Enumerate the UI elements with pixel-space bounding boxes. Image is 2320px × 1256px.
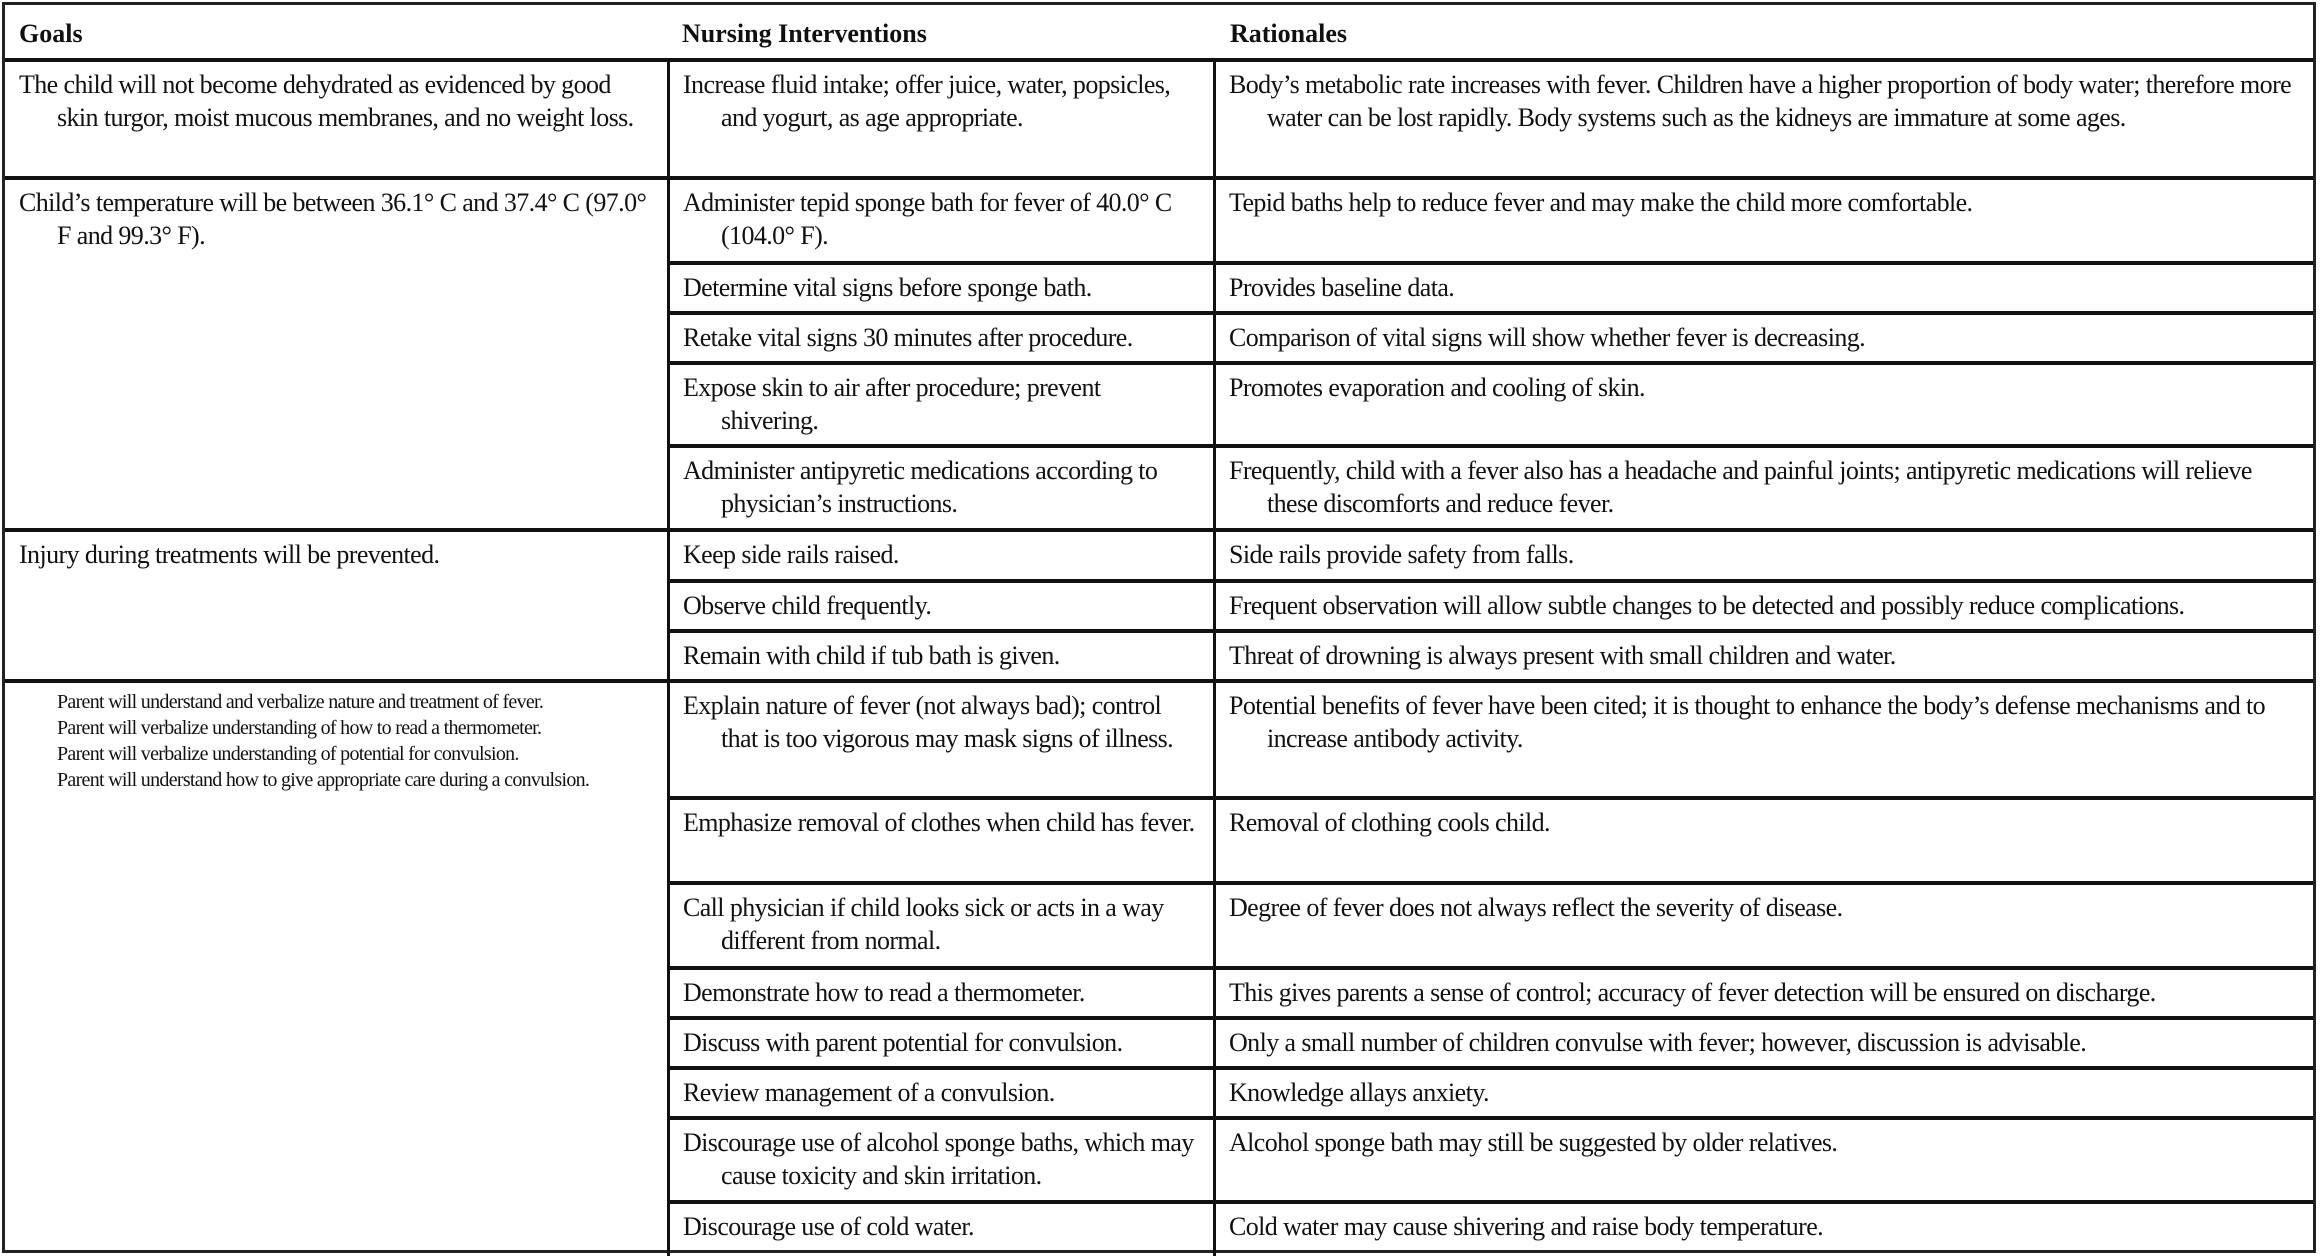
intervention-text: Administer tepid sponge bath for fever of 40.0° C (104.0° F).: [683, 188, 1172, 250]
goal-text: Parent will understand how to give appropriate care during a convulsion.: [57, 769, 590, 791]
rationale-text: This gives parents a sense of control; accuracy of fever detection will be ensured on discharge.: [1229, 978, 2156, 1007]
intervention-text: Emphasize removal of clothes when child has fever.: [683, 808, 1195, 837]
goal-text: Injury during treatments will be prevented.: [19, 540, 440, 569]
care-plan-table: [2, 2, 2316, 1253]
rationale-text: Threat of drowning is always present with small children and water.: [1229, 641, 1896, 670]
rationale-text: Tepid baths help to reduce fever and may make the child more comfortable.: [1229, 188, 1973, 217]
intervention-cell: [669, 446, 1215, 530]
goal-text: Parent will verbalize understanding of how to read a thermometer.: [57, 717, 542, 739]
rationale-text: Side rails provide safety from falls.: [1229, 540, 1574, 569]
intervention-cell: [669, 60, 1215, 178]
intervention-cell: [669, 883, 1215, 968]
intervention-text: Explain nature of fever (not always bad); control that is too vigorous may mask signs of illness.: [683, 691, 1174, 753]
intervention-text: Discuss with parent potential for convulsion.: [683, 1028, 1123, 1057]
rationale-text: Alcohol sponge bath may still be suggested by older relatives.: [1229, 1128, 1838, 1157]
rationale-cell: [1215, 263, 2313, 313]
intervention-cell: [669, 798, 1215, 883]
rationale-cell: [1215, 60, 2313, 178]
rationale-cell: [1215, 798, 2313, 883]
rationale-text: Frequent observation will allow subtle changes to be detected and possibly reduce complications.: [1229, 591, 2185, 620]
goal-text: Parent will understand and verbalize nature and treatment of fever.: [57, 691, 544, 713]
intervention-text: Determine vital signs before sponge bath.: [683, 273, 1092, 302]
intervention-text: Demonstrate how to read a thermometer.: [683, 978, 1085, 1007]
rationale-cell: [1215, 446, 2313, 530]
rationale-cell: [1215, 581, 2313, 631]
intervention-text: Discourage use of cold water.: [683, 1212, 974, 1241]
intervention-text: Discourage use of alcohol sponge baths, which may cause toxicity and skin irritation.: [683, 1128, 1194, 1190]
rationale-cell: [1215, 631, 2313, 681]
intervention-cell: [669, 530, 1215, 581]
rationale-text: Degree of fever does not always reflect the severity of disease.: [1229, 893, 1843, 922]
intervention-cell: [669, 1018, 1215, 1068]
intervention-text: Increase fluid intake; offer juice, water, popsicles, and yogurt, as age appropriate.: [683, 70, 1171, 132]
goal-cell: [5, 530, 669, 681]
rationale-cell: [1215, 178, 2313, 263]
rationale-cell: [1215, 968, 2313, 1018]
column-divider-rationales: [1213, 60, 1216, 1256]
rationale-text: Frequently, child with a fever also has a headache and painful joints; antipyretic medications will relieve these discomforts and reduce fever.: [1229, 456, 2252, 518]
intervention-cell: [669, 178, 1215, 263]
intervention-text: Keep side rails raised.: [683, 540, 899, 569]
header-rationales: Rationales: [1230, 19, 1347, 48]
intervention-text: Retake vital signs 30 minutes after procedure.: [683, 323, 1133, 352]
intervention-cell: [669, 313, 1215, 363]
intervention-cell: [669, 1202, 1215, 1250]
rationale-cell: [1215, 1202, 2313, 1250]
rationale-text: Comparison of vital signs will show whether fever is decreasing.: [1229, 323, 1866, 352]
goal-text: The child will not become dehydrated as evidenced by good skin turgor, moist mucous membranes, and no weight loss.: [19, 70, 634, 132]
goal-cell: [5, 60, 669, 178]
intervention-cell: [669, 1118, 1215, 1202]
intervention-cell: [669, 1068, 1215, 1118]
rationale-text: Knowledge allays anxiety.: [1229, 1078, 1489, 1107]
rationale-text: Removal of clothing cools child.: [1229, 808, 1550, 837]
goal-text: Child’s temperature will be between 36.1° C and 37.4° C (97.0° F and 99.3° F).: [19, 188, 647, 250]
rationale-text: Provides baseline data.: [1229, 273, 1455, 302]
rationale-cell: [1215, 530, 2313, 581]
intervention-cell: [669, 631, 1215, 681]
goal-cell: [5, 681, 669, 1250]
rationale-cell: [1215, 681, 2313, 798]
rationale-text: Potential benefits of fever have been cited; it is thought to enhance the body’s defense mechanisms and to increase antibody activity.: [1229, 691, 2266, 753]
rationale-cell: [1215, 313, 2313, 363]
header-nursing-interventions: Nursing Interventions: [682, 19, 927, 48]
header-goals: Goals: [19, 19, 83, 48]
goal-text: Parent will verbalize understanding of potential for convulsion.: [57, 743, 519, 765]
intervention-text: Expose skin to air after procedure; prevent shivering.: [683, 373, 1101, 435]
rationale-cell: [1215, 363, 2313, 446]
intervention-text: Remain with child if tub bath is given.: [683, 641, 1060, 670]
rationale-text: Body’s metabolic rate increases with fever. Children have a higher proportion of body water; therefore more water can be lost rapidly. Body systems such as the kidneys are immature at some ages.: [1229, 70, 2292, 132]
intervention-text: Review management of a convulsion.: [683, 1078, 1055, 1107]
rationale-text: Only a small number of children convulse with fever; however, discussion is advisable.: [1229, 1028, 2087, 1057]
intervention-cell: [669, 968, 1215, 1018]
intervention-text: Administer antipyretic medications according to physician’s instructions.: [683, 456, 1158, 518]
rationale-text: Promotes evaporation and cooling of skin.: [1229, 373, 1645, 402]
intervention-cell: [669, 263, 1215, 313]
intervention-text: Call physician if child looks sick or acts in a way different from normal.: [683, 893, 1164, 955]
rationale-cell: [1215, 1118, 2313, 1202]
intervention-text: Observe child frequently.: [683, 591, 932, 620]
rationale-cell: [1215, 1018, 2313, 1068]
intervention-cell: [669, 681, 1215, 798]
intervention-cell: [669, 363, 1215, 446]
rationale-text: Cold water may cause shivering and raise body temperature.: [1229, 1212, 1824, 1241]
column-divider-interventions: [667, 60, 670, 1256]
rationale-cell: [1215, 883, 2313, 968]
goal-cell: [5, 178, 669, 530]
intervention-cell: [669, 581, 1215, 631]
rationale-cell: [1215, 1068, 2313, 1118]
